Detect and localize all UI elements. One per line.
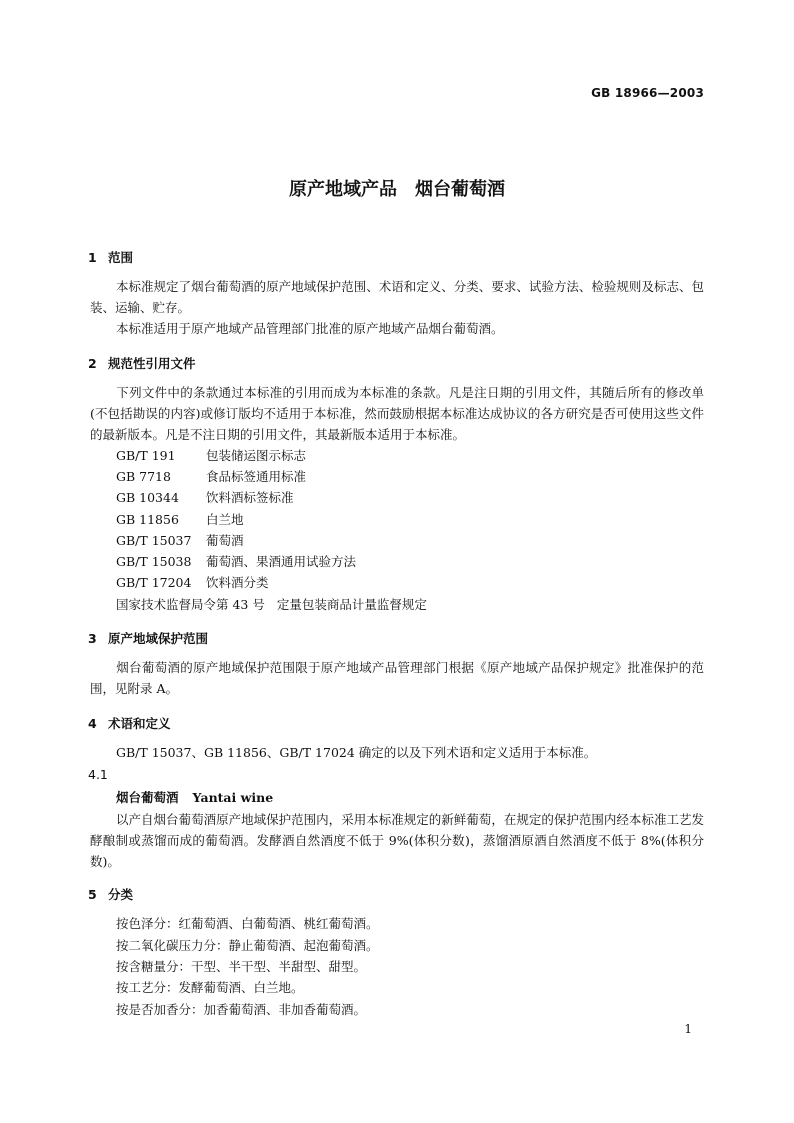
section-4-heading [88, 714, 171, 732]
section-1-paragraph-1 [90, 276, 704, 318]
reference-item [116, 445, 306, 466]
reference-code: GB 10344 [116, 490, 179, 505]
reference-title: 食品标签通用标准 [206, 469, 307, 484]
section-title: 范围 [108, 250, 134, 265]
term-english: Yantai wine [192, 790, 274, 805]
section-number: 1 [88, 250, 97, 265]
reference-code: GB 11856 [116, 512, 179, 527]
paragraph-text: 本标准适用于原产地域产品管理部门批准的原产地域产品烟台葡萄酒。 [116, 321, 504, 336]
paragraph-text: 烟台葡萄酒的原产地域保护范围限于原产地域产品管理部门根据《原产地域产品保护规定》批准保护的范围，见附录 A。 [90, 660, 704, 696]
classification-item: 按是否加香分：加香葡萄酒、非加香葡萄酒。 [116, 1002, 367, 1017]
classification-item: 按色泽分：红葡萄酒、白葡萄酒、桃红葡萄酒。 [116, 916, 379, 931]
section-1-heading [88, 248, 133, 266]
classification-item: 按工艺分：发酵葡萄酒、白兰地。 [116, 980, 304, 995]
section-title: 分类 [108, 887, 134, 902]
section-number: 3 [88, 631, 97, 646]
section-title: 规范性引用文件 [108, 356, 196, 371]
reference-item [116, 530, 244, 551]
reference-item [116, 551, 356, 572]
reference-item [116, 594, 427, 615]
paragraph-text: 下列文件中的条款通过本标准的引用而成为本标准的条款。凡是注日期的引用文件，其随后所有的修改单(不包括勘误的内容)或修订版均不适用于本标准，然而鼓励根据本标准达成协议的各方研究是否可使用这些文件的最新版本。凡是不注日期的引用文件，其最新版本适用于本标准。 [90, 385, 704, 442]
section-title: 原产地域保护范围 [108, 631, 209, 646]
paragraph-text: GB/T 15037、GB 11856、GB/T 17024 确定的以及下列术语和定义适用于本标准。 [116, 745, 597, 760]
document-title: 原产地域产品 烟台葡萄酒 [289, 179, 505, 200]
section-number: 4 [88, 716, 97, 731]
reference-title: 葡萄酒、果酒通用试验方法 [206, 554, 357, 569]
section-4-paragraph-1 [90, 742, 704, 763]
classification-item: 按含糖量分：干型、半干型、半甜型、甜型。 [116, 959, 367, 974]
term-entry [116, 788, 273, 806]
reference-title: 包装储运图示标志 [206, 448, 307, 463]
reference-code: GB/T 15038 [116, 554, 192, 569]
page-number: 1 [684, 1022, 692, 1036]
reference-title: 饮料酒标签标准 [206, 490, 294, 505]
section-5-heading [88, 885, 133, 903]
reference-title: 葡萄酒 [206, 533, 244, 548]
reference-title: 饮料酒分类 [206, 575, 269, 590]
reference-item [116, 487, 294, 508]
paragraph-text: 以产自烟台葡萄酒原产地域保护范围内，采用本标准规定的新鲜葡萄，在规定的保护范围内经本标准工艺发酵酿制或蒸馏而成的葡萄酒。发酵酒自然酒度不低于 9%(体积分数)，蒸馏酒原酒自然酒度不低于 8%(体积分数)。 [90, 812, 704, 869]
section-3-paragraph-1 [90, 657, 704, 699]
reference-code: GB/T 17204 [116, 575, 192, 590]
standard-code: GB 18966—2003 [591, 86, 704, 100]
section-2-heading [88, 354, 196, 372]
subsection-number: 4.1 [88, 767, 108, 782]
section-title: 术语和定义 [108, 716, 171, 731]
reference-title: 定量包装商品计量监督规定 [276, 597, 427, 612]
section-1-paragraph-2 [90, 318, 704, 339]
reference-code: GB/T 15037 [116, 533, 192, 548]
reference-code: 国家技术监督局令第 43 号 [116, 597, 265, 612]
term-definition [90, 809, 704, 872]
reference-item [116, 509, 244, 530]
section-3-heading [88, 629, 208, 647]
reference-title: 白兰地 [206, 512, 244, 527]
section-number: 5 [88, 887, 97, 902]
reference-item [116, 572, 269, 593]
term-chinese: 烟台葡萄酒 [116, 790, 179, 805]
paragraph-text: 本标准规定了烟台葡萄酒的原产地域保护范围、术语和定义、分类、要求、试验方法、检验规则及标志、包装、运输、贮存。 [90, 279, 704, 315]
section-2-paragraph-1 [90, 382, 704, 445]
reference-code: GB/T 191 [116, 448, 176, 463]
reference-item [116, 466, 306, 487]
reference-code: GB 7718 [116, 469, 171, 484]
classification-item: 按二氧化碳压力分：静止葡萄酒、起泡葡萄酒。 [116, 938, 379, 953]
section-number: 2 [88, 356, 97, 371]
